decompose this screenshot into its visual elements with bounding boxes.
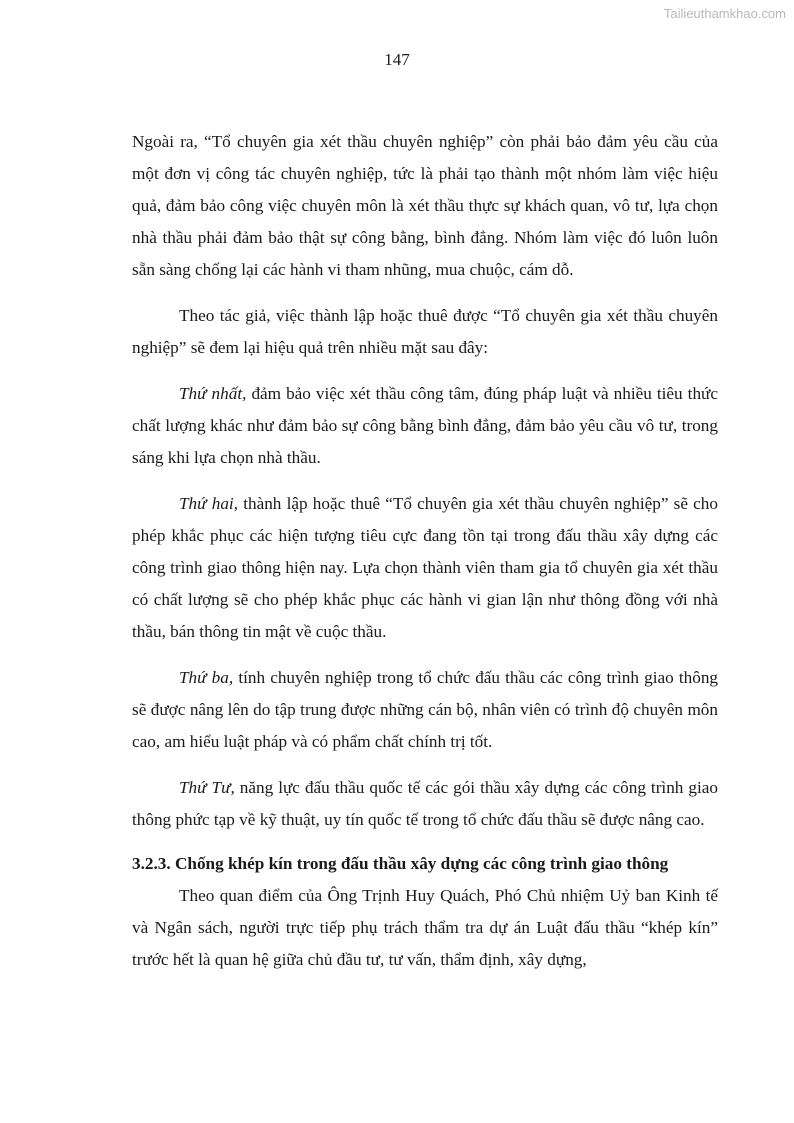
paragraph-6 (132, 772, 718, 836)
section-heading: 3.2.3. Chống khép kín trong đấu thầu xây dựng các công trình giao thông (132, 854, 669, 873)
paragraph-4 (132, 488, 718, 648)
paragraph-6-lead: Thứ Tư, (179, 778, 235, 797)
paragraph-3-lead: Thứ nhất, (179, 384, 247, 403)
paragraph-5-text: tính chuyên nghiệp trong tổ chức đấu thầu các công trình giao thông sẽ được nâng lên do tập trung được những cán bộ, nhân viên có trình độ chuyên môn cao, am hiểu luật pháp và có phẩm chất chính trị tốt. (132, 668, 719, 751)
page-number: 147 (384, 50, 410, 69)
paragraph-4-lead: Thứ hai, (179, 494, 238, 513)
paragraph-3-text: đảm bảo việc xét thầu công tâm, đúng pháp luật và nhiều tiêu thức chất lượng khác như đảm bảo sự công bằng bình đẳng, đảm bảo yêu cầu vô tư, trong sáng khi lựa chọn nhà thầu. (132, 384, 718, 467)
watermark-text: Tailieuthamkhao.com (663, 6, 786, 21)
document-body (132, 126, 718, 976)
paragraph-3 (132, 378, 718, 474)
paragraph-5-lead: Thứ ba, (179, 668, 234, 687)
paragraph-7: Theo quan điểm của Ông Trịnh Huy Quách, Phó Chủ nhiệm Uỷ ban Kinh tế và Ngân sách, người trực tiếp phụ trách thẩm tra dự án Luật đấu thầu “khép kín” trước hết là quan hệ giữa chủ đầu tư, tư vấn, thẩm định, xây dựng, (132, 886, 718, 969)
paragraph-6-text: năng lực đấu thầu quốc tế các gói thầu xây dựng các công trình giao thông phức tạp về kỹ thuật, uy tín quốc tế trong tổ chức đấu thầu sẽ được nâng cao. (132, 778, 718, 829)
paragraph-4-text: thành lập hoặc thuê “Tổ chuyên gia xét thầu chuyên nghiệp” sẽ cho phép khắc phục các hiện tượng tiêu cực đang tồn tại trong đấu thầu xây dựng các công trình giao thông hiện nay. Lựa chọn thành viên tham gia tổ chuyên gia xét thầu có chất lượng sẽ cho phép khắc phục các hành vi gian lận như thông đồng với nhà thầu, bán thông tin mật về cuộc thầu. (132, 494, 718, 641)
paragraph-5 (132, 662, 718, 758)
paragraph-1: Ngoài ra, “Tổ chuyên gia xét thầu chuyên nghiệp” còn phải bảo đảm yêu cầu của một đơn vị công tác chuyên nghiệp, tức là phải tạo thành một nhóm làm việc hiệu quả, đảm bảo công việc chuyên môn là xét thầu thực sự khách quan, vô tư, lựa chọn nhà thầu phải đảm bảo thật sự công bằng, bình đẳng. Nhóm làm việc đó luôn luôn sẵn sàng chống lại các hành vi tham nhũng, mua chuộc, cám dỗ. (132, 132, 718, 279)
paragraph-2: Theo tác giả, việc thành lập hoặc thuê được “Tổ chuyên gia xét thầu chuyên nghiệp” sẽ đem lại hiệu quả trên nhiều mặt sau đây: (132, 306, 718, 357)
